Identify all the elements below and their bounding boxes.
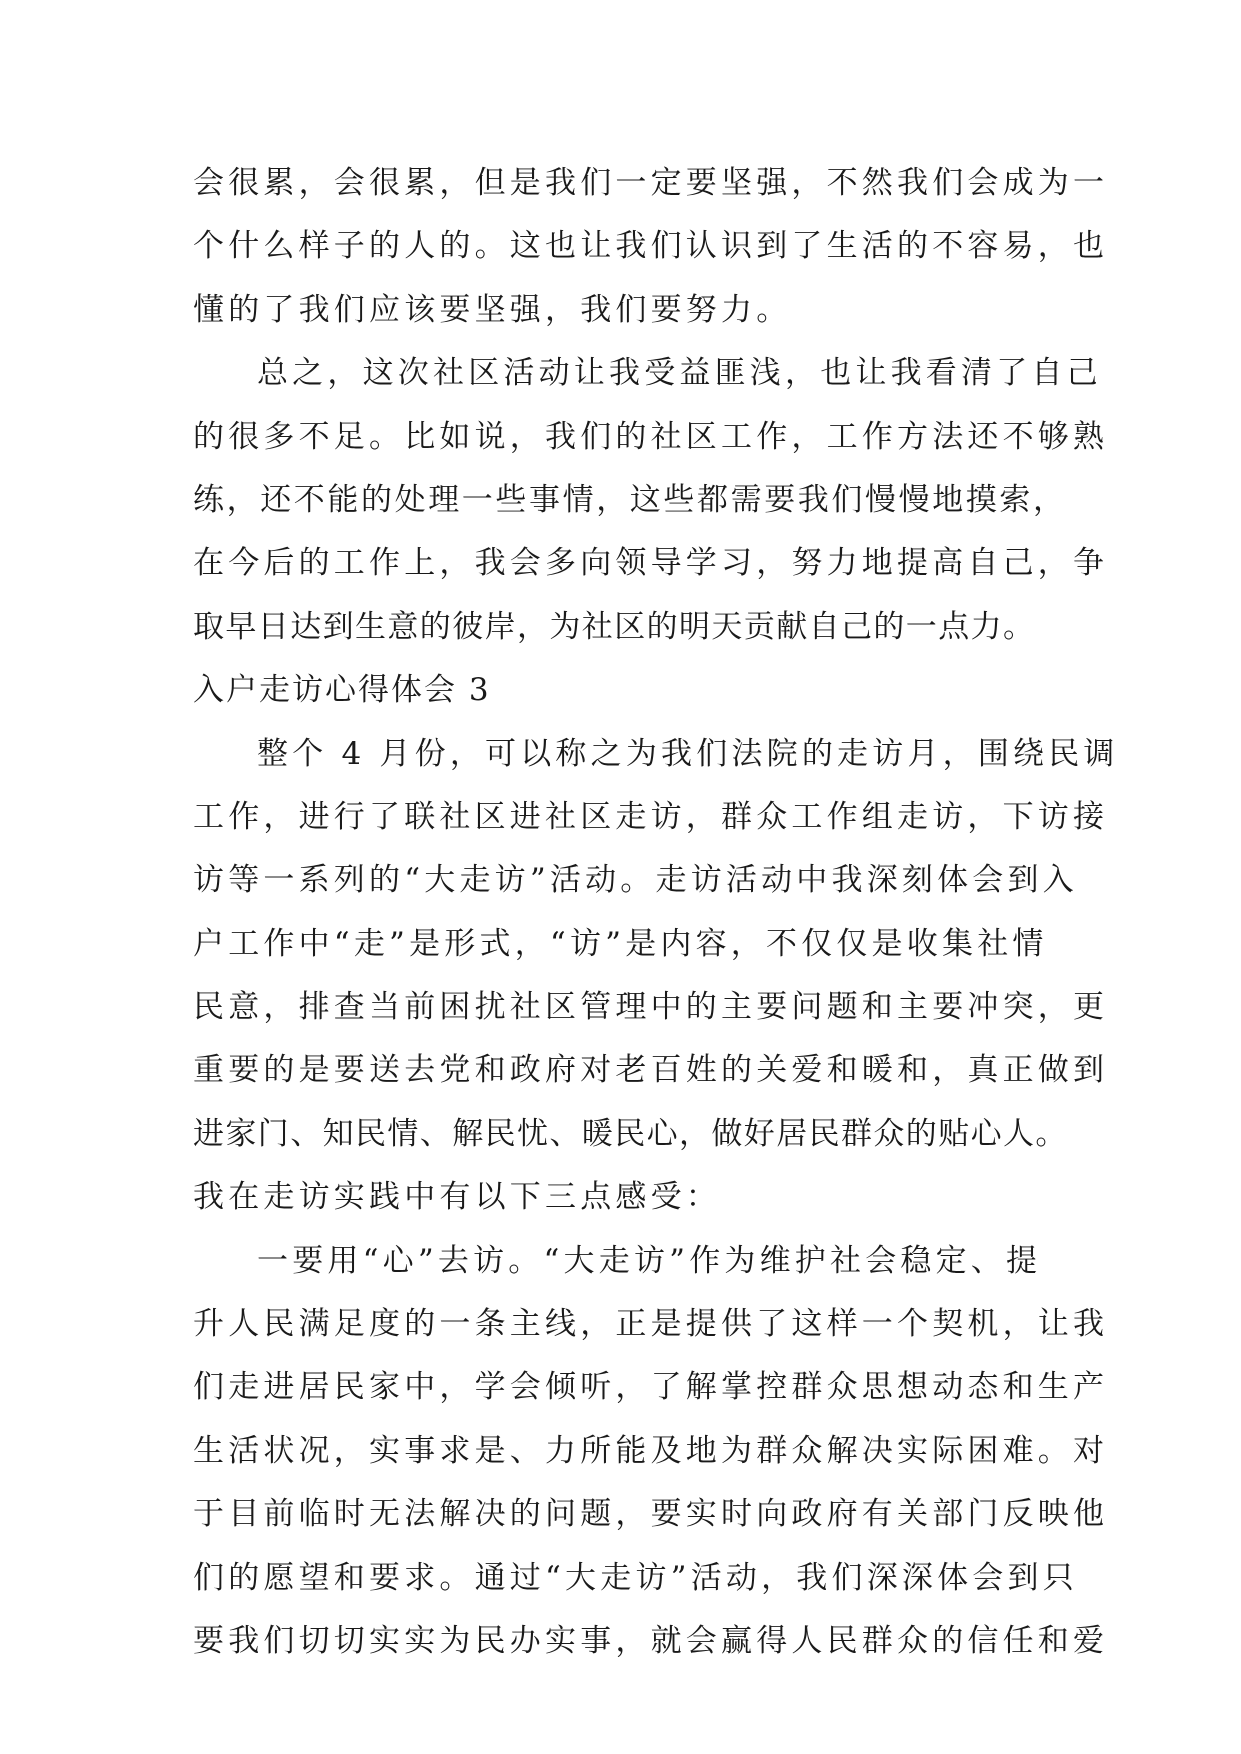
paragraph-line: 取早日达到生意的彼岸，为社区的明天贡献自己的一点力。 — [193, 608, 1036, 645]
paragraph-line: 生活状况，实事求是、力所能及地为群众解决实际困难。对 — [193, 1432, 1109, 1469]
paragraph-line: 重要的是要送去党和政府对老百姓的关爱和暖和，真正做到 — [193, 1052, 1109, 1089]
paragraph-line: 们的愿望和要求。通过“大走访”活动，我们深深体会到只 — [193, 1559, 1078, 1596]
paragraph-line: 我在走访实践中有以下三点感受： — [193, 1179, 721, 1216]
paragraph-line: 的很多不足。比如说，我们的社区工作，工作方法还不够熟 — [193, 418, 1109, 455]
paragraph-line: 进家门、知民情、解民忧、暖民心，做好居民群众的贴心人。 — [193, 1115, 1068, 1152]
paragraph-line: 练，还不能的处理一些事情，这些都需要我们慢慢地摸索， — [193, 481, 1067, 518]
paragraph-line: 升人民满足度的一条主线，正是提供了这样一个契机，让我 — [193, 1306, 1109, 1343]
paragraph-line: 们走进居民家中，学会倾听，了解掌控群众思想动态和生产 — [193, 1369, 1109, 1406]
paragraph-line: 工作，进行了联社区进社区走访，群众工作组走访，下访接 — [193, 798, 1109, 835]
paragraph-line: 懂的了我们应该要坚强，我们要努力。 — [193, 291, 792, 328]
paragraph-line: 访等一系列的“大走访”活动。走访活动中我深刻体会到入 — [193, 862, 1078, 899]
paragraph-line: 一要用“心”去访。“大走访”作为维护社会稳定、提 — [257, 1242, 1042, 1279]
paragraph-line: 在今后的工作上，我会多向领导学习，努力地提高自己，争 — [193, 545, 1109, 582]
paragraph-line: 总之，这次社区活动让我受益匪浅，也让我看清了自己 — [257, 355, 1102, 392]
document-page — [193, 152, 1119, 1673]
paragraph-line: 个什么样子的人的。这也让我们认识到了生活的不容易，也 — [193, 228, 1109, 265]
paragraph-line: 整个 4 月份，可以称之为我们法院的走访月，围绕民调 — [257, 735, 1119, 772]
paragraph-line: 会很累，会很累，但是我们一定要坚强，不然我们会成为一 — [193, 165, 1109, 201]
paragraph-line: 要我们切切实实为民办实事，就会赢得人民群众的信任和爱 — [193, 1622, 1109, 1659]
paragraph-line: 户工作中“走”是形式，“访”是内容，不仅仅是收集社情 — [193, 925, 1048, 962]
paragraph-line: 民意，排查当前困扰社区管理中的主要问题和主要冲突，更 — [193, 989, 1109, 1026]
section-heading: 入户走访心得体会 3 — [193, 672, 491, 709]
paragraph-line: 于目前临时无法解决的问题，要实时向政府有关部门反映他 — [193, 1496, 1109, 1533]
